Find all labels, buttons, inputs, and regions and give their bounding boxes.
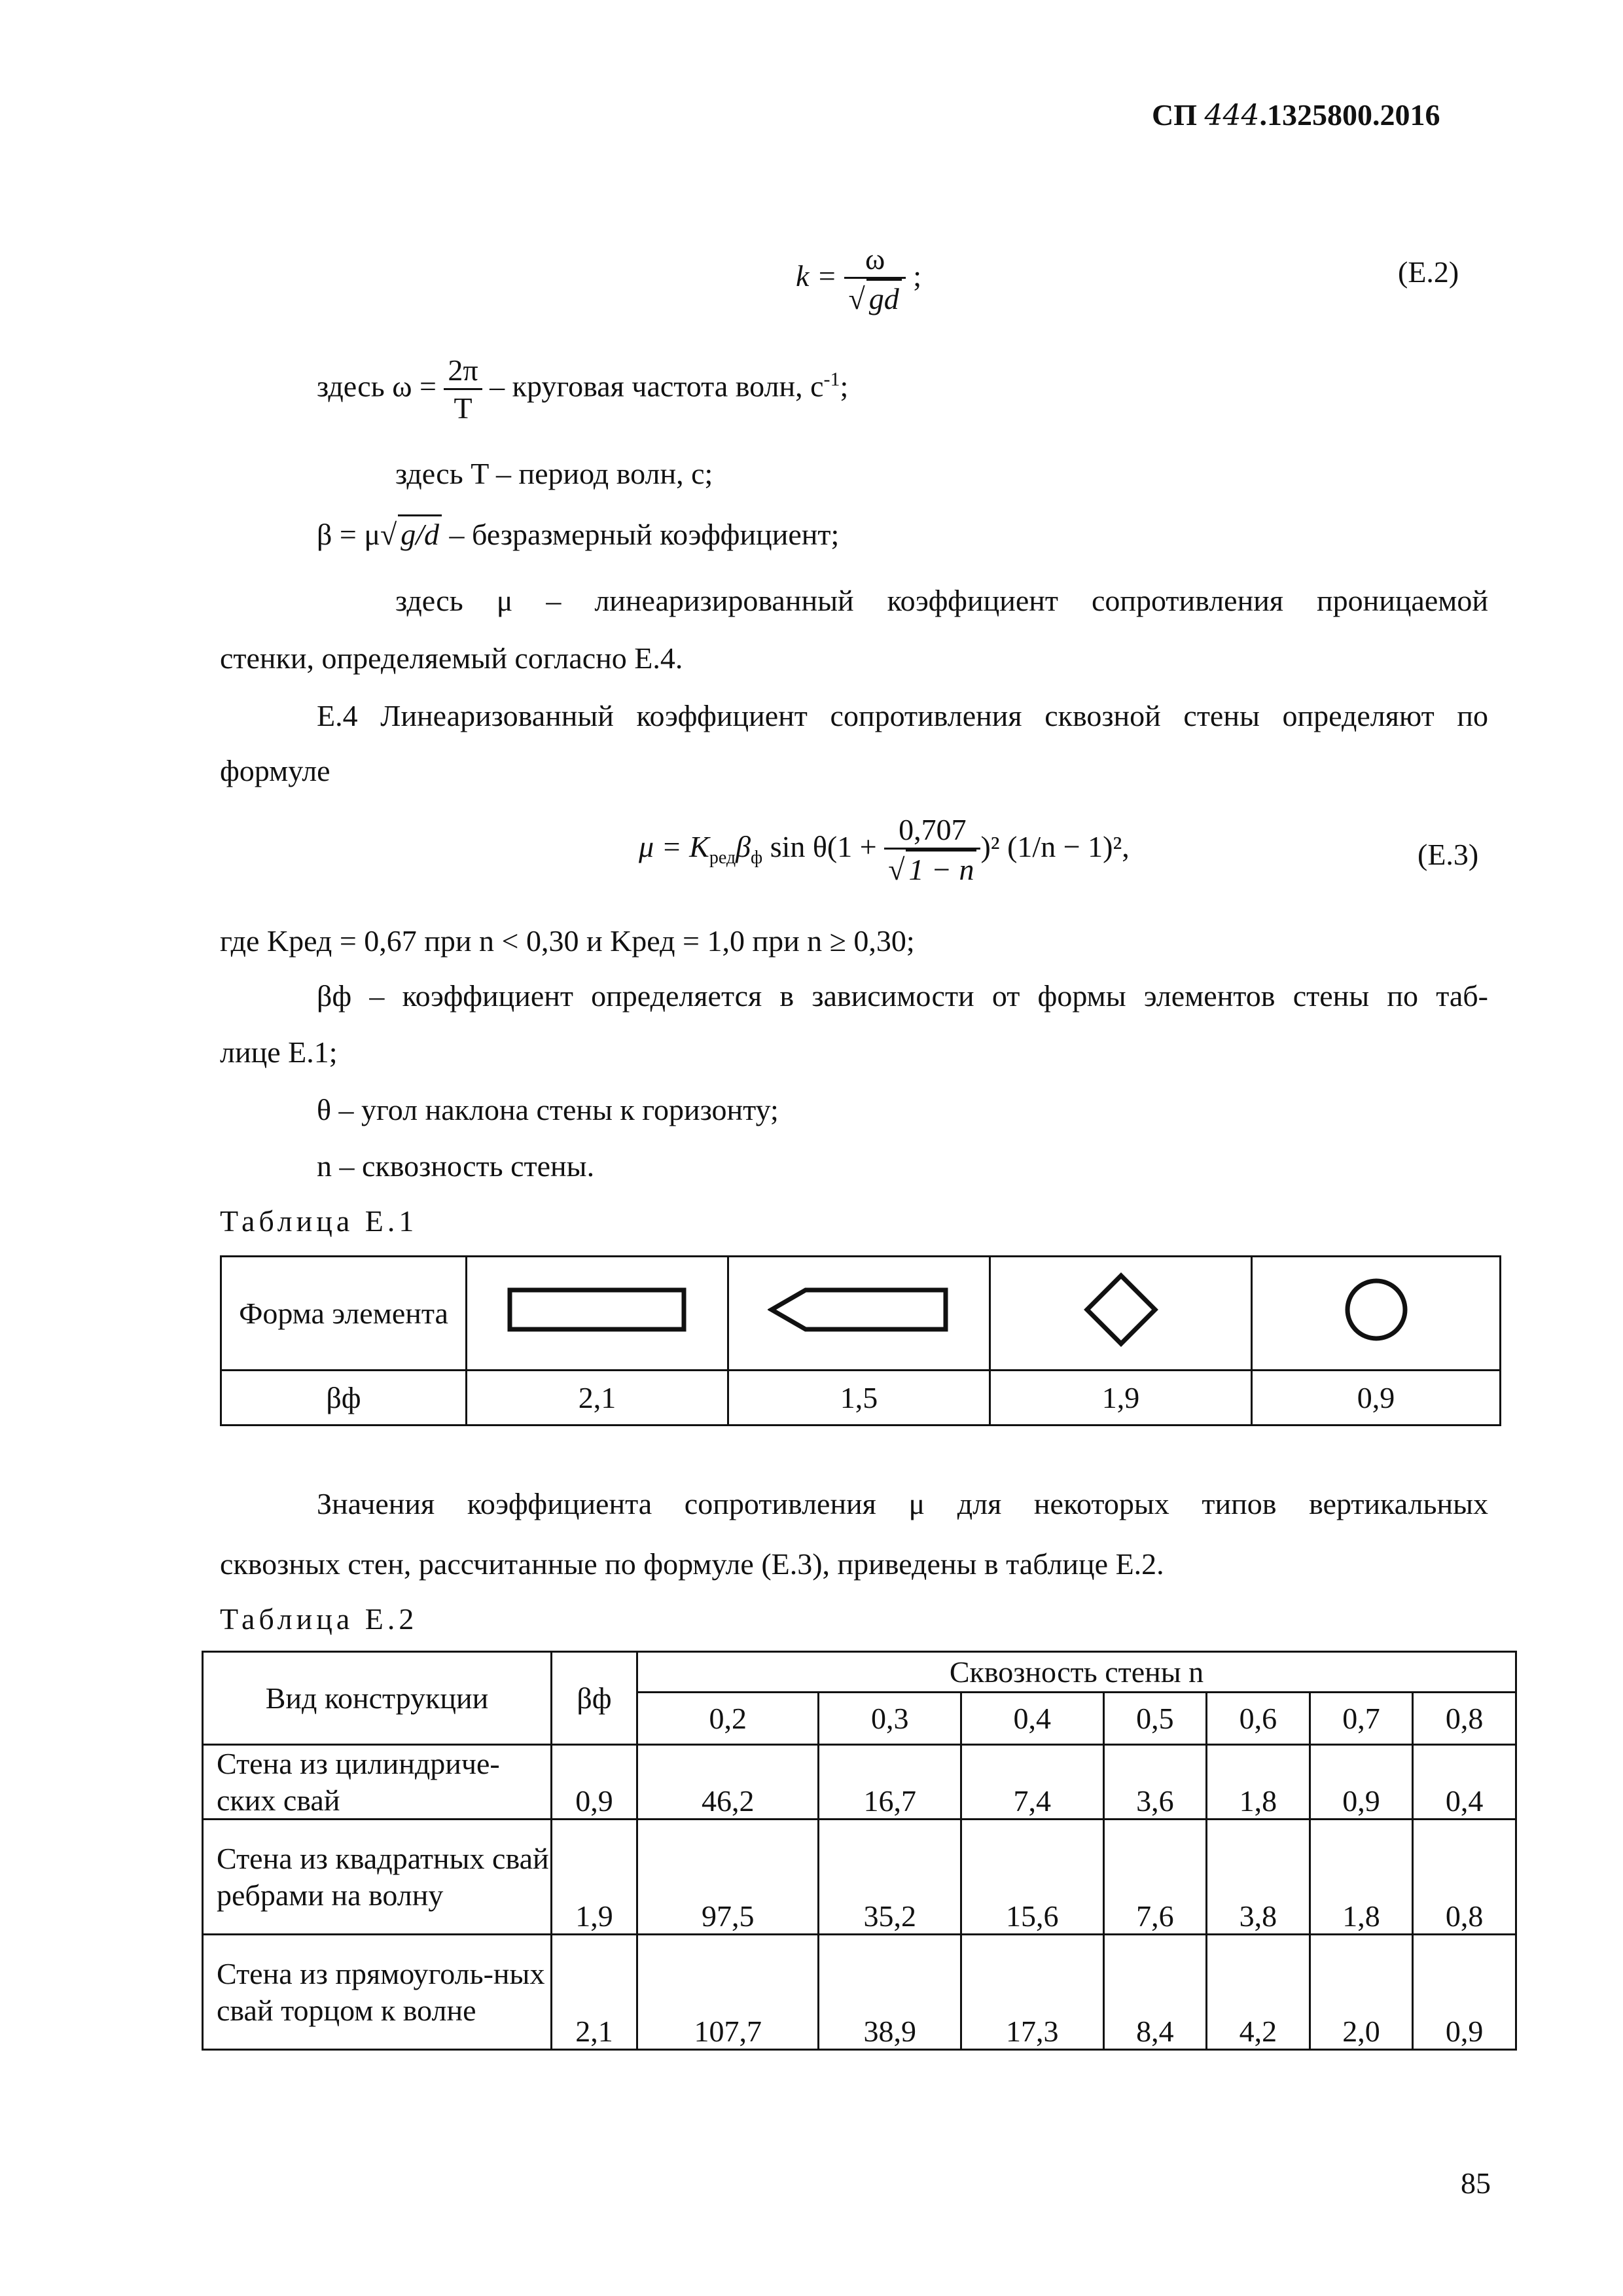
table-row <box>203 1820 1516 1935</box>
construction-type: Стена из цилиндриче-ских свай <box>203 1745 552 1820</box>
table-e2-n-header: 0,6 <box>1207 1693 1310 1745</box>
table-row <box>203 1745 1516 1820</box>
beta-definition: β = μ√ g/d – безразмерный коэффициент; <box>317 514 839 552</box>
theta-definition: θ – угол наклона стены к горизонту; <box>317 1093 779 1126</box>
mu-value: 0,4 <box>1413 1745 1516 1820</box>
table-e2-header-group: Сквозность стены n <box>637 1652 1516 1693</box>
table-e1-cell: 1,5 <box>728 1371 990 1426</box>
table-e2-header-beta: βф <box>552 1652 637 1745</box>
mu-definition-line1: здесь μ – линеаризированный коэффициент сопротивления проницаемой <box>395 584 1488 617</box>
table-e2-n-header: 0,4 <box>961 1693 1103 1745</box>
mu-value: 97,5 <box>637 1820 819 1935</box>
code-handwritten-number: 444 <box>1204 99 1260 132</box>
mu-value: 1,8 <box>1310 1820 1413 1935</box>
mu-value: 4,2 <box>1207 1935 1310 2050</box>
mu-value: 107,7 <box>637 1935 819 2050</box>
eq-e2-lhs: k = <box>796 259 837 293</box>
table-e1-row-label: βф <box>221 1371 467 1426</box>
equation-e3: $\mu = K_{ред}\beta_ф$ sin θ(1 + $\frac{0,707}{√ 1 - n}$ )² (1/n − 1)², <box>639 812 1130 888</box>
table-e2 <box>202 1651 1517 2051</box>
eq-e2-tail: ; <box>913 259 921 293</box>
equation-e2 <box>796 241 921 317</box>
eq-e3-fraction: $\frac{0,707}{√ 1 - n}$ <box>884 812 980 888</box>
table-e1 <box>220 1255 1501 1426</box>
mu-value: 38,9 <box>819 1935 961 2050</box>
table-e1-caption: Таблица Е.1 <box>220 1204 418 1238</box>
eq-e2-fraction: $\frac{\omega}{√ gd}$ <box>844 241 905 317</box>
mu-value: 7,6 <box>1103 1820 1207 1935</box>
equation-label-e2: (Е.2) <box>1398 255 1459 289</box>
section-e4-line1: Е.4 Линеаризованный коэффициент сопротивления сквозной стены определяют по <box>317 699 1488 732</box>
mu-value: 0,9 <box>1413 1935 1516 2050</box>
table-e2-caption: Таблица Е.2 <box>220 1602 418 1636</box>
period-definition: здесь T – период волн, с; <box>395 457 713 490</box>
paragraph-line2: сквозных стен, рассчитанные по формуле (Е.3), приведены в таблице Е.2. <box>220 1547 1164 1581</box>
mu-value: 0,8 <box>1413 1820 1516 1935</box>
beta-value: 1,9 <box>552 1820 637 1935</box>
table-e1-header-label: Форма элемента <box>221 1257 467 1371</box>
mu-value: 15,6 <box>961 1820 1103 1935</box>
mu-value: 46,2 <box>637 1745 819 1820</box>
beta-value: 2,1 <box>552 1935 637 2050</box>
mu-value: 2,0 <box>1310 1935 1413 2050</box>
code-prefix: СП <box>1152 98 1197 132</box>
table-e1-cell: 2,1 <box>467 1371 728 1426</box>
omega-definition: здесь ω = $\frac{2\pi}{T}$ – круговая частота волн, $с^{-1}$; <box>317 352 848 426</box>
diamond-icon <box>990 1257 1252 1371</box>
code-suffix: .1325800.2016 <box>1259 98 1440 132</box>
equation-label-e3: (Е.3) <box>1418 838 1479 871</box>
table-e2-n-header: 0,3 <box>819 1693 961 1745</box>
page-number: 85 <box>1461 2166 1491 2200</box>
k-red-definition: где Kред = 0,67 при n < 0,30 и Kред = 1,0 при n ≥ 0,30; <box>220 924 915 958</box>
rectangle-icon <box>467 1257 728 1371</box>
mu-value: 3,8 <box>1207 1820 1310 1935</box>
mu-value: 3,6 <box>1103 1745 1207 1820</box>
table-e2-n-header: 0,5 <box>1103 1693 1207 1745</box>
construction-type: Стена из квадратных свай ребрами на волну <box>203 1820 552 1935</box>
mu-definition-line2: стенки, определяемый согласно Е.4. <box>220 641 683 675</box>
construction-type: Стена из прямоуголь-ных свай торцом к волне <box>203 1935 552 2050</box>
section-e4-line2: формуле <box>220 754 330 787</box>
paragraph-line1: Значения коэффициента сопротивления μ для некоторых типов вертикальных <box>317 1487 1488 1520</box>
eq-e2-numerator: ω <box>844 241 905 279</box>
document-code <box>1152 97 1440 134</box>
beta-f-definition-line1: βф – коэффициент определяется в зависимости от формы элементов стены по таб- <box>317 979 1488 1013</box>
omega-fraction: $\frac{2\pi}{T}$ <box>444 352 482 426</box>
table-e1-cell: 1,9 <box>990 1371 1252 1426</box>
mu-value: 16,7 <box>819 1745 961 1820</box>
table-e2-n-header: 0,8 <box>1413 1693 1516 1745</box>
eq-e2-denominator: gd <box>866 279 902 317</box>
circle-icon <box>1252 1257 1501 1371</box>
mu-value: 35,2 <box>819 1820 961 1935</box>
beta-value: 0,9 <box>552 1745 637 1820</box>
mu-value: 17,3 <box>961 1935 1103 2050</box>
mu-value: 7,4 <box>961 1745 1103 1820</box>
n-definition: n – сквозность стены. <box>317 1149 595 1183</box>
pointed-rectangle-icon <box>728 1257 990 1371</box>
table-e2-n-header: 0,2 <box>637 1693 819 1745</box>
mu-value: 1,8 <box>1207 1745 1310 1820</box>
table-row <box>203 1935 1516 2050</box>
mu-value: 0,9 <box>1310 1745 1413 1820</box>
table-e1-cell: 0,9 <box>1252 1371 1501 1426</box>
table-e2-header-type: Вид конструкции <box>203 1652 552 1745</box>
mu-value: 8,4 <box>1103 1935 1207 2050</box>
table-e2-n-header: 0,7 <box>1310 1693 1413 1745</box>
beta-f-definition-line2: лице Е.1; <box>220 1035 338 1069</box>
